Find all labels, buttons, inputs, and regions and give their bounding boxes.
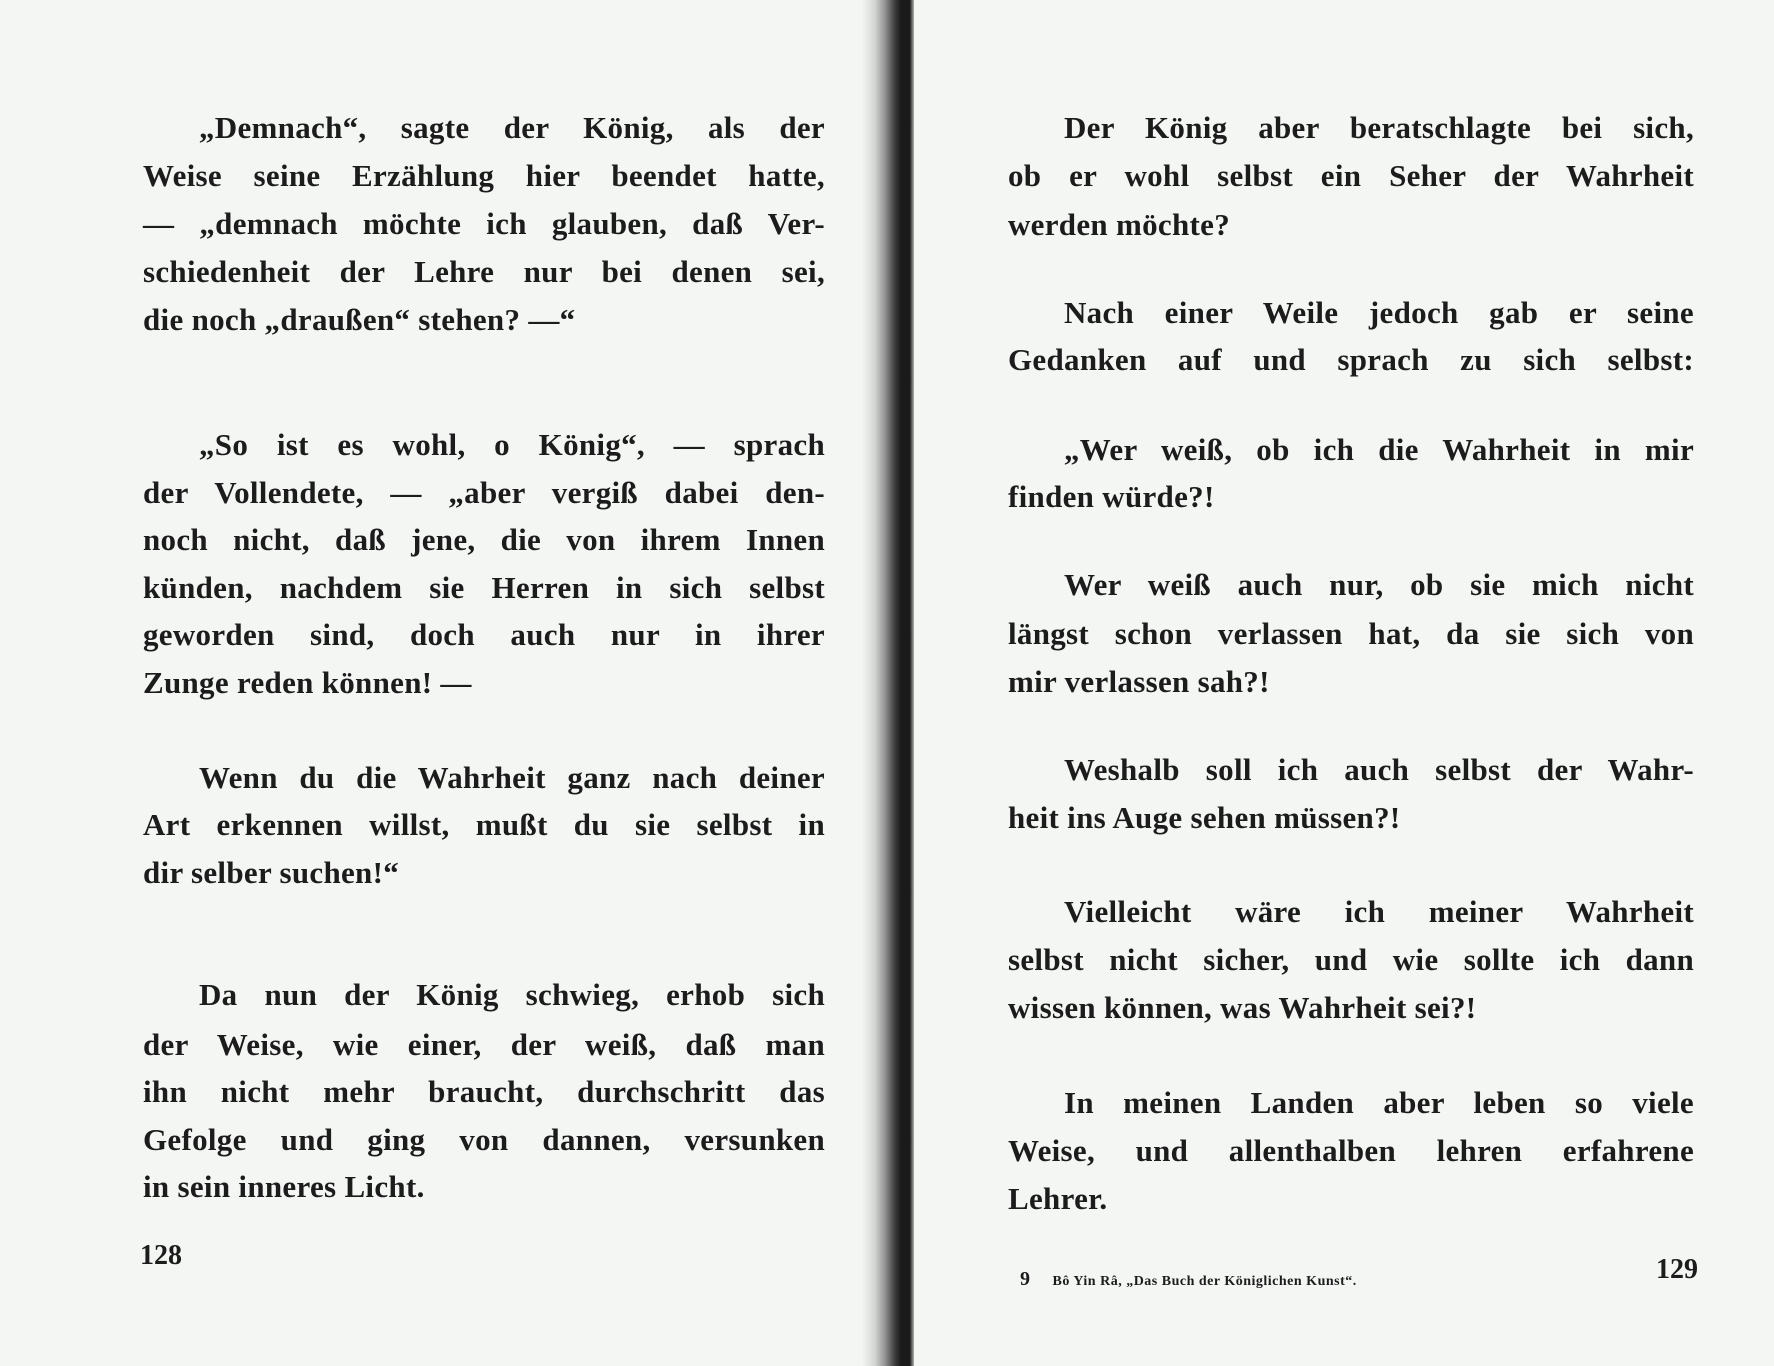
text-line: ob er wohl selbst ein Seher der Wahrheit <box>1008 158 1694 193</box>
text-line: in sein inneres Licht. <box>143 1169 425 1204</box>
text-line: werden möchte? <box>1008 207 1231 242</box>
text-line: — „demnach möchte ich glauben, daß Ver- <box>143 206 825 241</box>
text-line: Wenn du die Wahrheit ganz nach deiner <box>199 760 825 795</box>
page-number: 128 <box>140 1240 182 1271</box>
text-line: Gefolge und ging von dannen, versunken <box>143 1122 825 1157</box>
text-line: Lehrer. <box>1008 1181 1108 1216</box>
text-line: mir verlassen sah?! <box>1008 664 1270 699</box>
text-line: selbst nicht sicher, und wie sollte ich dann <box>1008 942 1694 977</box>
right-page <box>914 0 1774 1366</box>
signature-footnote <box>1020 1268 1357 1291</box>
text-line: geworden sind, doch auch nur in ihrer <box>143 617 825 652</box>
text-line: dir selber suchen!“ <box>143 855 400 890</box>
text-line: Da nun der König schwieg, erhob sich <box>199 977 825 1012</box>
text-line: die noch „draußen“ stehen? —“ <box>143 302 576 337</box>
text-line: Zunge reden können! — <box>143 665 472 700</box>
text-line: „Wer weiß, ob ich die Wahrheit in mir <box>1064 432 1694 467</box>
text-line: Art erkennen willst, mußt du sie selbst in <box>143 807 825 842</box>
text-line: Der König aber beratschlagte bei sich, <box>1064 110 1694 145</box>
text-line: Vielleicht wäre ich meiner Wahrheit <box>1064 894 1694 929</box>
text-line: Wer weiß auch nur, ob sie mich nicht <box>1064 567 1694 602</box>
text-line: Weise, und allenthalben lehren erfahrene <box>1008 1133 1694 1168</box>
text-line: Weise seine Erzählung hier beendet hatte, <box>143 158 825 193</box>
text-line: finden würde?! <box>1008 479 1215 514</box>
text-line: In meinen Landen aber leben so viele <box>1064 1085 1694 1120</box>
text-line: Gedanken auf und sprach zu sich selbst: <box>1008 342 1694 377</box>
footnote-text: Bô Yin Râ, „Das Buch der Königlichen Kunst“. <box>1052 1274 1357 1289</box>
text-line: „Demnach“, sagte der König, als der <box>199 110 825 145</box>
page-number: 129 <box>1656 1254 1698 1285</box>
text-line: heit ins Auge sehen müssen?! <box>1008 800 1401 835</box>
text-line: wissen können, was Wahrheit sei?! <box>1008 990 1477 1025</box>
text-line: der Weise, wie einer, der weiß, daß man <box>143 1027 825 1062</box>
text-line: „So ist es wohl, o König“, — sprach <box>199 427 825 462</box>
book-gutter <box>862 0 914 1366</box>
left-page <box>0 0 862 1366</box>
text-line: längst schon verlassen hat, da sie sich von <box>1008 616 1694 651</box>
text-line: schiedenheit der Lehre nur bei denen sei, <box>143 254 825 289</box>
text-line: Weshalb soll ich auch selbst der Wahr- <box>1064 752 1694 787</box>
text-line: der Vollendete, — „aber vergiß dabei den- <box>143 475 825 510</box>
text-line: Nach einer Weile jedoch gab er seine <box>1064 295 1694 330</box>
signature-number: 9 <box>1020 1268 1031 1290</box>
text-line: ihn nicht mehr braucht, durchschritt das <box>143 1074 825 1109</box>
text-line: noch nicht, daß jene, die von ihrem Innen <box>143 522 825 557</box>
text-line: künden, nachdem sie Herren in sich selbst <box>143 570 825 605</box>
